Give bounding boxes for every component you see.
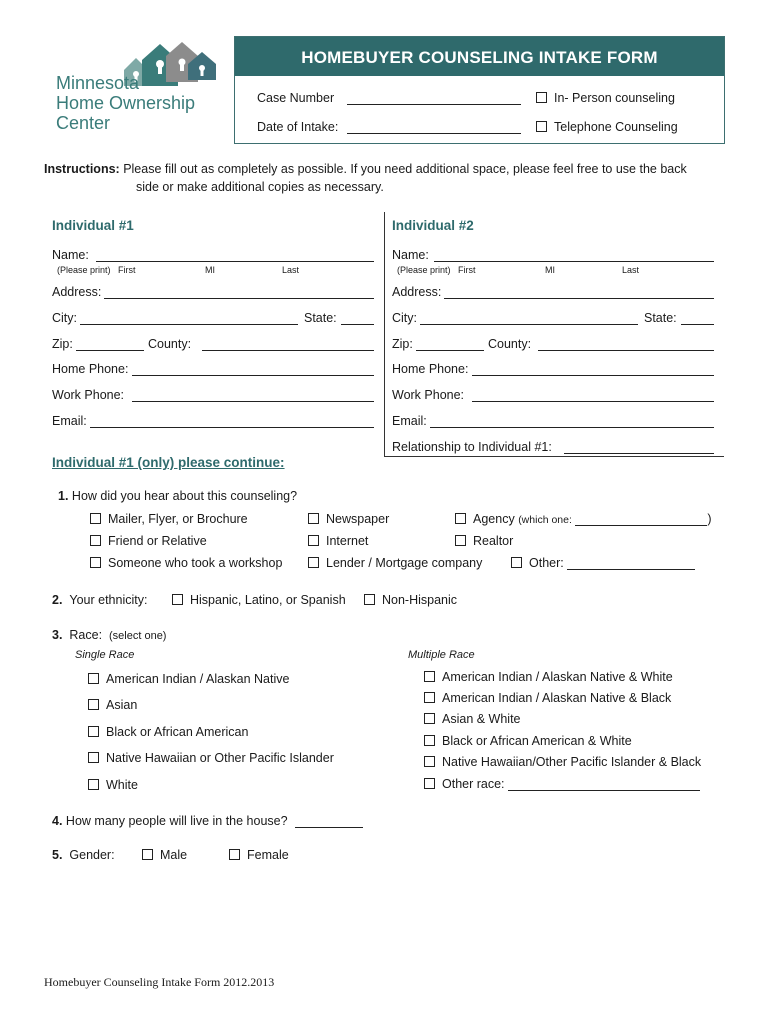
ind1-last: Last <box>282 265 300 275</box>
race-multiple-option[interactable]: Asian & White <box>424 712 521 726</box>
ind1-zip-label: Zip: <box>52 337 73 351</box>
q5: 5. Gender: <box>52 848 115 862</box>
checkbox[interactable] <box>90 513 101 524</box>
instructions-label: Instructions: <box>44 162 120 176</box>
multiple-race-label: Multiple Race <box>408 649 475 661</box>
q2-option-hispanic[interactable]: Hispanic, Latino, or Spanish <box>172 593 346 607</box>
ind2-name-label: Name: <box>392 248 429 262</box>
q3: 3. Race: (select one) <box>52 628 167 642</box>
checkbox[interactable] <box>424 778 435 789</box>
q1-option-other[interactable]: Other: <box>511 556 695 570</box>
ind2-work-phone-field[interactable] <box>472 388 714 402</box>
checkbox[interactable] <box>172 594 183 605</box>
logo-line2: Home Ownership <box>56 93 196 113</box>
ind2-county-label: County: <box>488 337 532 351</box>
single-race-label: Single Race <box>75 649 135 661</box>
checkbox[interactable] <box>308 513 319 524</box>
ind1-name-label: Name: <box>52 248 89 262</box>
checkbox[interactable] <box>88 699 99 710</box>
date-field[interactable] <box>347 120 521 134</box>
q2: 2. Your ethnicity: <box>52 593 148 607</box>
ind2-city-label: City: <box>392 311 417 325</box>
ind1-work-phone-label: Work Phone: <box>52 388 125 402</box>
column-divider-end <box>384 456 724 457</box>
ind2-last: Last <box>622 265 640 275</box>
checkbox[interactable] <box>424 756 435 767</box>
logo-line3: Center <box>56 113 111 133</box>
ind2-home-phone-label: Home Phone: <box>392 362 469 376</box>
race-multiple-option[interactable]: Black or African American & White <box>424 734 632 748</box>
ind2-zip-field[interactable] <box>416 337 484 351</box>
header-box <box>234 36 725 144</box>
checkbox[interactable] <box>455 535 466 546</box>
checkbox[interactable] <box>536 92 547 103</box>
ind1-mi: MI <box>205 265 215 275</box>
in-person-option[interactable]: In- Person counseling <box>536 91 675 105</box>
race-single-option[interactable]: Native Hawaiian or Other Pacific Islander <box>88 751 334 765</box>
q1-option-mailer[interactable]: Mailer, Flyer, or Brochure <box>90 512 248 526</box>
ind2-please-print: (Please print) <box>397 265 451 275</box>
checkbox[interactable] <box>90 557 101 568</box>
checkbox[interactable] <box>536 121 547 132</box>
race-multiple-option-other[interactable]: Other race: <box>424 777 700 791</box>
footer: Homebuyer Counseling Intake Form 2012.2013 <box>44 975 275 989</box>
checkbox[interactable] <box>88 673 99 684</box>
checkbox[interactable] <box>88 779 99 790</box>
ind1-home-phone-label: Home Phone: <box>52 362 129 376</box>
individual-1-heading: Individual #1 <box>52 218 134 233</box>
ind1-state-label: State: <box>304 311 337 325</box>
ind2-mi: MI <box>545 265 555 275</box>
ind1-home-phone-field[interactable] <box>132 362 374 376</box>
ind1-first: First <box>118 265 136 275</box>
q1: 1. How did you hear about this counseling? <box>58 489 298 503</box>
race-single-option[interactable]: White <box>88 778 138 792</box>
gender-option-female[interactable]: Female <box>229 848 289 862</box>
ind1-email-label: Email: <box>52 414 87 428</box>
ind1-email-field[interactable] <box>90 414 374 428</box>
checkbox[interactable] <box>424 713 435 724</box>
race-single-option[interactable]: Black or African American <box>88 725 248 739</box>
checkbox[interactable] <box>424 692 435 703</box>
ind2-relationship-field[interactable] <box>564 440 714 454</box>
date-label: Date of Intake: <box>257 120 339 134</box>
ind2-address-label: Address: <box>392 285 442 299</box>
ind2-work-phone-label: Work Phone: <box>392 388 465 402</box>
q1-option-agency[interactable]: Agency (which one: ) <box>455 512 712 526</box>
ind2-address-field[interactable] <box>444 285 714 299</box>
checkbox[interactable] <box>364 594 375 605</box>
case-number-field[interactable] <box>347 91 521 105</box>
checkbox[interactable] <box>424 735 435 746</box>
checkbox[interactable] <box>308 535 319 546</box>
ind2-email-label: Email: <box>392 414 427 428</box>
instructions <box>44 162 687 176</box>
q1-option-workshop[interactable]: Someone who took a workshop <box>90 556 282 570</box>
q1-option-internet[interactable]: Internet <box>308 534 368 548</box>
race-multiple-option[interactable]: American Indian / Alaskan Native & White <box>424 670 673 684</box>
q1-option-lender[interactable]: Lender / Mortgage company <box>308 556 482 570</box>
instructions-text-1: Please fill out as completely as possible. If you need additional space, please feel free to use the back <box>123 162 687 176</box>
ind1-county-label: County: <box>148 337 192 351</box>
q2-option-non-hispanic[interactable]: Non-Hispanic <box>364 593 457 607</box>
race-multiple-option[interactable]: American Indian / Alaskan Native & Black <box>424 691 671 705</box>
checkbox[interactable] <box>88 726 99 737</box>
ind2-name-field[interactable] <box>434 248 714 262</box>
agency-which-field[interactable] <box>575 512 707 526</box>
instructions-text-2: side or make additional copies as necessary. <box>136 180 384 194</box>
household-size-field[interactable] <box>295 814 363 828</box>
ind1-county-field[interactable] <box>202 337 374 351</box>
other-race-field[interactable] <box>508 777 700 791</box>
ind2-relationship-label: Relationship to Individual #1: <box>392 440 552 454</box>
ind2-email-field[interactable] <box>430 414 714 428</box>
ind1-zip-field[interactable] <box>76 337 144 351</box>
ind2-state-field[interactable] <box>681 311 714 325</box>
checkbox[interactable] <box>308 557 319 568</box>
case-number-label: Case Number <box>257 91 335 105</box>
race-single-option[interactable]: Asian <box>88 698 137 712</box>
column-divider <box>384 212 385 457</box>
form-title: HOMEBUYER COUNSELING INTAKE FORM <box>235 37 724 76</box>
ind2-zip-label: Zip: <box>392 337 413 351</box>
continue-heading: Individual #1 (only) please continue: <box>52 455 285 470</box>
checkbox[interactable] <box>424 671 435 682</box>
q1-option-newspaper[interactable]: Newspaper <box>308 512 389 526</box>
telephone-option[interactable]: Telephone Counseling <box>536 120 678 134</box>
race-multiple-option[interactable]: Native Hawaiian/Other Pacific Islander & Black <box>424 755 701 769</box>
ind2-city-field[interactable] <box>420 311 638 325</box>
q1-option-realtor[interactable]: Realtor <box>455 534 513 548</box>
q1-other-field[interactable] <box>567 556 695 570</box>
ind1-city-label: City: <box>52 311 77 325</box>
ind2-state-label: State: <box>644 311 677 325</box>
checkbox[interactable] <box>90 535 101 546</box>
checkbox[interactable] <box>511 557 522 568</box>
ind1-city-field[interactable] <box>80 311 298 325</box>
race-single-option[interactable]: American Indian / Alaskan Native <box>88 672 289 686</box>
ind2-home-phone-field[interactable] <box>472 362 714 376</box>
ind2-first: First <box>458 265 476 275</box>
ind1-please-print: (Please print) <box>57 265 111 275</box>
q1-option-friend[interactable]: Friend or Relative <box>90 534 207 548</box>
logo-line1: Minnesota <box>56 73 140 93</box>
checkbox[interactable] <box>88 752 99 763</box>
checkbox[interactable] <box>142 849 153 860</box>
ind1-work-phone-field[interactable] <box>132 388 374 402</box>
checkbox[interactable] <box>455 513 466 524</box>
ind2-county-field[interactable] <box>538 337 714 351</box>
gender-option-male[interactable]: Male <box>142 848 187 862</box>
ind1-address-field[interactable] <box>104 285 374 299</box>
checkbox[interactable] <box>229 849 240 860</box>
q4: 4. How many people will live in the house? <box>52 814 363 828</box>
individual-2-heading: Individual #2 <box>392 218 474 233</box>
ind1-state-field[interactable] <box>341 311 374 325</box>
ind1-name-field[interactable] <box>96 248 374 262</box>
ind1-address-label: Address: <box>52 285 102 299</box>
